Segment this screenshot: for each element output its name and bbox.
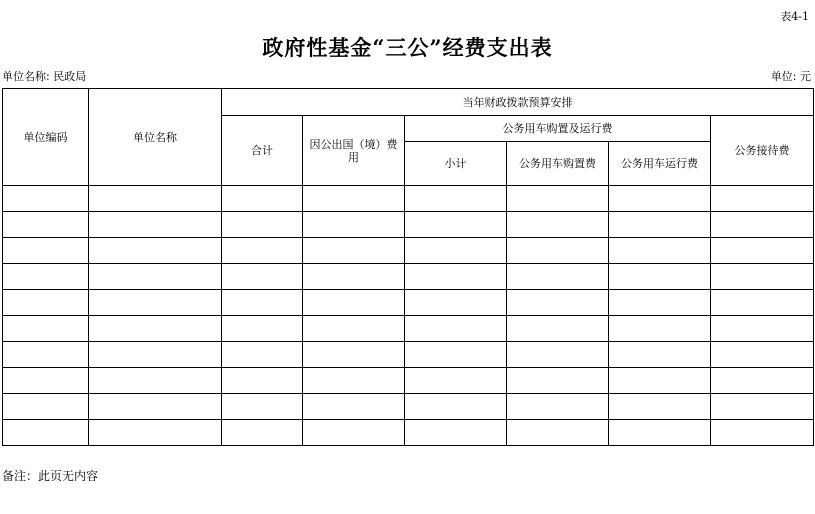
- table-cell: [89, 368, 222, 394]
- table-cell: [711, 264, 814, 290]
- table-cell: [303, 212, 405, 238]
- table-row: [3, 420, 814, 446]
- table-cell: [3, 342, 89, 368]
- header-unit-name: 单位名称: [89, 89, 222, 186]
- table-cell: [89, 420, 222, 446]
- table-cell: [609, 290, 711, 316]
- table-cell: [222, 368, 303, 394]
- table-cell: [405, 290, 507, 316]
- table-cell: [89, 316, 222, 342]
- header-abroad: 因公出国（境）费用: [303, 116, 405, 186]
- table-cell: [222, 394, 303, 420]
- table-cell: [405, 238, 507, 264]
- table-cell: [3, 238, 89, 264]
- table-cell: [609, 342, 711, 368]
- table-cell: [507, 290, 609, 316]
- footnote: 备注：此页无内容: [2, 469, 99, 483]
- header-reception: 公务接待费: [711, 116, 814, 186]
- table-cell: [609, 394, 711, 420]
- table-cell: [3, 420, 89, 446]
- table-cell: [89, 238, 222, 264]
- table-cell: [507, 316, 609, 342]
- table-cell: [89, 290, 222, 316]
- header-vehicle-operation: 公务用车运行费: [609, 142, 711, 186]
- table-cell: [405, 212, 507, 238]
- table-cell: [222, 316, 303, 342]
- table-cell: [711, 368, 814, 394]
- table-cell: [89, 264, 222, 290]
- table-cell: [507, 342, 609, 368]
- table-cell: [3, 264, 89, 290]
- table-cell: [609, 420, 711, 446]
- table-cell: [609, 264, 711, 290]
- table-cell: [507, 264, 609, 290]
- table-row: [3, 186, 814, 212]
- table-cell: [3, 316, 89, 342]
- table-cell: [711, 186, 814, 212]
- table-row: [3, 394, 814, 420]
- table-cell: [89, 342, 222, 368]
- table-row: [3, 368, 814, 394]
- table-cell: [609, 368, 711, 394]
- expense-table: [2, 88, 814, 446]
- header-total: 合计: [222, 116, 303, 186]
- table-cell: [222, 264, 303, 290]
- table-cell: [609, 186, 711, 212]
- table-cell: [303, 186, 405, 212]
- table-row: [3, 212, 814, 238]
- table-cell: [222, 238, 303, 264]
- table-cell: [303, 316, 405, 342]
- table-cell: [89, 394, 222, 420]
- page-title: 政府性基金“三公”经费支出表: [262, 35, 553, 60]
- table-row: [3, 290, 814, 316]
- table-cell: [222, 212, 303, 238]
- currency-unit-label: 单位: 元: [770, 70, 811, 83]
- table-row: [3, 264, 814, 290]
- table-cell: [303, 290, 405, 316]
- table-cell: [303, 342, 405, 368]
- table-cell: [405, 342, 507, 368]
- table-cell: [89, 186, 222, 212]
- table-cell: [711, 238, 814, 264]
- table-number: 表4-1: [780, 10, 809, 23]
- table-cell: [405, 316, 507, 342]
- table-cell: [405, 264, 507, 290]
- table-cell: [609, 238, 711, 264]
- table-cell: [609, 212, 711, 238]
- table-cell: [507, 368, 609, 394]
- table-cell: [405, 368, 507, 394]
- table-cell: [303, 420, 405, 446]
- table-cell: [405, 394, 507, 420]
- table-cell: [507, 420, 609, 446]
- table-cell: [507, 238, 609, 264]
- table-cell: [3, 368, 89, 394]
- table-cell: [507, 186, 609, 212]
- table-cell: [405, 420, 507, 446]
- table-cell: [89, 212, 222, 238]
- table-cell: [222, 342, 303, 368]
- table-cell: [303, 394, 405, 420]
- table-cell: [3, 290, 89, 316]
- table-cell: [609, 316, 711, 342]
- table-row: [3, 238, 814, 264]
- table-body: [3, 186, 814, 446]
- table-cell: [222, 290, 303, 316]
- table-cell: [303, 368, 405, 394]
- table-row: [3, 316, 814, 342]
- table-cell: [711, 420, 814, 446]
- table-cell: [711, 212, 814, 238]
- table-cell: [3, 212, 89, 238]
- table-cell: [303, 238, 405, 264]
- unit-name-label: 单位名称: 民政局: [2, 70, 87, 83]
- table-cell: [507, 212, 609, 238]
- table-cell: [3, 394, 89, 420]
- header-subtotal: 小计: [405, 142, 507, 186]
- header-unit-code: 单位编码: [3, 89, 89, 186]
- table-cell: [3, 186, 89, 212]
- table-cell: [507, 394, 609, 420]
- header-vehicle-group: 公务用车购置及运行费: [405, 116, 711, 142]
- table-row: [3, 342, 814, 368]
- table-cell: [711, 316, 814, 342]
- table-cell: [222, 420, 303, 446]
- table-cell: [303, 264, 405, 290]
- table-cell: [711, 394, 814, 420]
- table-cell: [711, 342, 814, 368]
- header-budget-group: 当年财政拨款预算安排: [222, 89, 814, 116]
- table-cell: [711, 290, 814, 316]
- table-cell: [405, 186, 507, 212]
- header-vehicle-purchase: 公务用车购置费: [507, 142, 609, 186]
- table-cell: [222, 186, 303, 212]
